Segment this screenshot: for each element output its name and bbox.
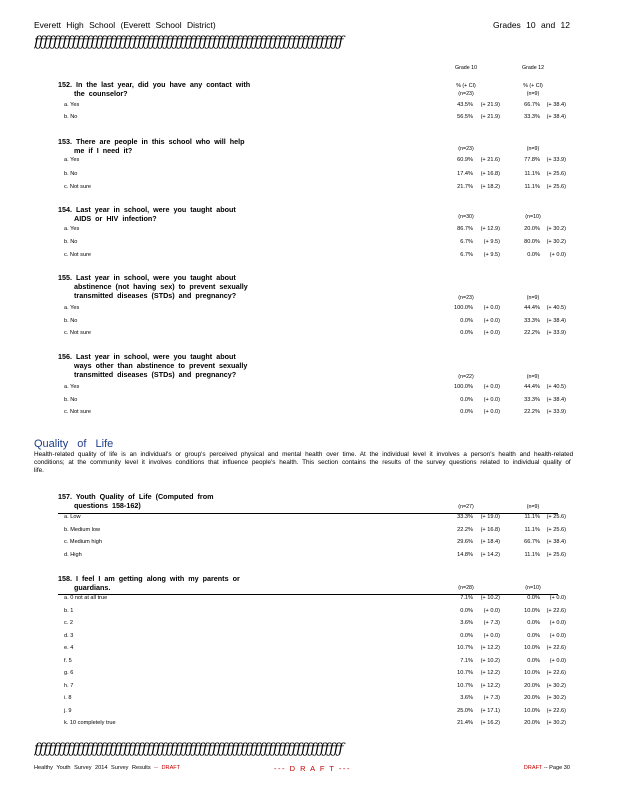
answer-label: a. Yes (64, 305, 80, 311)
answer-row (58, 514, 566, 524)
grade10-percent: 0.0% (460, 607, 473, 614)
grade12-ci: (+ 40.5) (546, 384, 566, 390)
answer-row (58, 670, 566, 680)
pct-ci-header: % (+ CI) (456, 83, 476, 89)
page-footer (34, 765, 570, 775)
grade12-ci: (+ 38.4) (546, 317, 566, 324)
grade10-percent: 17.4% (457, 170, 473, 177)
grade12-ci: (+ 22.6) (546, 670, 566, 676)
grade12-percent: 33.3% (524, 396, 540, 403)
question-line: 152. In the last year, did you have any contact with (58, 80, 251, 89)
grade12-ci: (+ 0.0) (549, 657, 566, 664)
grade10-ci: (+ 18.4) (480, 539, 500, 545)
grade12-ci: (+ 22.6) (546, 707, 566, 714)
answer-row (58, 620, 566, 630)
answer-label: c. Not sure (64, 252, 92, 258)
grade10-percent: 21.7% (457, 184, 473, 190)
answer-label: h. 7 (64, 682, 74, 689)
n-grade12: (n=9) (526, 91, 540, 97)
grade12-ci: (+ 0.0) (549, 252, 566, 258)
grade12-percent: 44.4% (524, 384, 540, 390)
grade12-ci: (+ 30.2) (546, 720, 566, 726)
grade12-ci: (+ 25.6) (546, 526, 566, 533)
answer-row (58, 114, 566, 124)
grade10-ci: (+ 16.8) (480, 526, 500, 533)
grade10-ci: (+ 12.2) (480, 645, 500, 651)
answer-label: c. Not sure (64, 330, 92, 336)
answer-row (58, 239, 566, 249)
decorative-rule-top: ƒƒƒƒƒƒƒƒƒƒƒƒƒƒƒƒƒƒƒƒƒƒƒƒƒƒƒƒƒƒƒƒƒƒƒƒƒƒƒƒƒƒƒƒƒƒƒƒƒƒƒƒƒƒƒƒƒƒƒƒƒƒƒƒƒƒ (34, 34, 343, 50)
grade10-percent: 0.0% (460, 317, 473, 324)
question-line: questions 158-162) (74, 501, 141, 510)
decorative-rule-bottom: ƒƒƒƒƒƒƒƒƒƒƒƒƒƒƒƒƒƒƒƒƒƒƒƒƒƒƒƒƒƒƒƒƒƒƒƒƒƒƒƒƒƒƒƒƒƒƒƒƒƒƒƒƒƒƒƒƒƒƒƒƒƒƒƒƒƒ (34, 741, 343, 757)
answer-row (58, 720, 566, 730)
grade10-percent: 56.5% (457, 114, 473, 120)
grade10-percent: 3.6% (460, 620, 473, 626)
grade12-ci: (+ 38.4) (546, 539, 566, 545)
answer-row (58, 539, 566, 549)
answer-label: c. Medium high (64, 539, 102, 545)
n-grade10: (n=22) (458, 374, 474, 380)
answer-row (58, 396, 566, 407)
question-line: transmitted diseases (STDs) and pregnancy? (74, 370, 237, 379)
answer-label: a. Yes (64, 226, 80, 232)
question-line: 154. Last year in school, were you taught about (58, 205, 236, 214)
grade10-percent: 10.7% (457, 645, 473, 651)
grade10-percent: 100.0% (454, 305, 473, 311)
grade10-percent: 6.7% (460, 252, 473, 258)
grade10-percent: 0.0% (460, 330, 473, 336)
grade10-ci: (+ 7.3) (483, 620, 500, 626)
grade10-ci: (+ 19.0) (480, 514, 500, 520)
n-grade10: (n=23) (458, 295, 474, 301)
question-line: ways other than abstinence to prevent sexually (74, 361, 248, 370)
grade10-percent: 29.6% (457, 539, 473, 545)
grade12-header: Grade 12 (521, 65, 545, 71)
grade10-ci: (+ 12.2) (480, 682, 500, 689)
answer-row (58, 607, 566, 618)
grade12-percent: 0.0% (527, 657, 540, 664)
answer-label: c. Not sure (64, 184, 92, 190)
answer-label: a. Low (64, 514, 81, 520)
question-line: AIDS or HIV infection? (74, 214, 157, 223)
grade10-ci: (+ 0.0) (483, 330, 500, 336)
grade12-percent: 10.0% (524, 707, 540, 714)
answer-label: j. 9 (64, 707, 72, 714)
answer-label: g. 6 (64, 670, 74, 676)
grade10-header: Grade 10 (454, 65, 478, 71)
n-grade10: (n=23) (458, 91, 474, 97)
answer-label: b. No (64, 170, 78, 177)
grade12-percent: 20.0% (524, 695, 540, 701)
grade12-ci: (+ 33.9) (546, 330, 566, 336)
grade10-ci: (+ 9.5) (483, 252, 500, 258)
n-grade12: (n=9) (526, 504, 540, 510)
answer-label: b. No (64, 317, 78, 324)
answer-label: a. Yes (64, 157, 80, 163)
question-line: 157. Youth Quality of Life (Computed from (58, 492, 214, 501)
grade12-ci: (+ 25.6) (546, 514, 566, 520)
grade10-ci: (+ 10.2) (480, 595, 500, 601)
answer-row (58, 526, 566, 537)
grade12-percent: 11.1% (524, 170, 540, 177)
answer-row (58, 645, 566, 655)
question-line: 158. I feel I am getting along with my parents or (58, 574, 240, 583)
grade10-ci: (+ 21.6) (480, 157, 500, 163)
answer-label: c. 2 (64, 620, 74, 626)
question-line: 156. Last year in school, were you taught about (58, 352, 236, 361)
question-line: abstinence (not having sex) to prevent sexually (74, 282, 248, 291)
grade12-percent: 80.0% (524, 239, 540, 245)
answer-row (58, 657, 566, 668)
question-line: me if I need it? (74, 146, 133, 155)
n-grade10: (n=23) (458, 146, 474, 152)
answer-label: a. Yes (64, 102, 80, 108)
grade12-percent: 11.1% (524, 526, 540, 533)
n-grade12: (n=9) (526, 295, 540, 301)
grade12-percent: 11.1% (524, 551, 540, 558)
footer-survey-title: Healthy Youth Survey 2014 Survey Results -- DRAFT (34, 765, 181, 771)
grade10-percent: 14.8% (457, 551, 473, 558)
n-grade12: (n=9) (526, 374, 540, 380)
answer-row (58, 682, 566, 693)
grade10-percent: 10.7% (457, 670, 473, 676)
grade12-percent: 22.2% (524, 330, 540, 336)
grade10-percent: 25.0% (457, 707, 473, 714)
section-description: Health-related quality of life is an individual's or group's perceived physical and mental health over time. At the individual level it involves a person's health and health-related conditions; at the community level it involves conditions that influence people's health. This section contains the results of the survey questions related to individual quality of life. (34, 451, 574, 475)
grade12-ci: (+ 30.2) (546, 682, 566, 689)
grade12-percent: 77.8% (524, 157, 540, 163)
answer-label: i. 8 (64, 695, 72, 701)
grade10-percent: 6.7% (460, 239, 473, 245)
grade10-ci: (+ 0.0) (483, 396, 500, 403)
grade12-percent: 10.0% (524, 645, 540, 651)
grade10-percent: 100.0% (454, 384, 473, 390)
grade12-percent: 11.1% (524, 184, 540, 190)
answer-row (58, 595, 566, 605)
grades-label: Grades 10 and 12 (492, 20, 570, 30)
grade12-percent: 66.7% (524, 539, 540, 545)
answer-row (58, 184, 566, 194)
grade10-percent: 21.4% (457, 720, 473, 726)
grade10-percent: 7.1% (460, 657, 473, 664)
answer-label: a. 0 not at all true (64, 595, 108, 601)
pct-ci-header: % (+ CI) (523, 83, 543, 89)
grade12-percent: 0.0% (527, 595, 540, 601)
grade10-ci: (+ 0.0) (483, 384, 500, 390)
grade12-percent: 10.0% (524, 670, 540, 676)
grade10-percent: 3.6% (460, 695, 473, 701)
grade10-ci: (+ 16.2) (480, 720, 500, 726)
grade10-ci: (+ 9.5) (483, 239, 500, 245)
answer-row (58, 384, 566, 394)
grade10-percent: 33.3% (457, 514, 473, 520)
grade10-percent: 43.5% (457, 102, 473, 108)
n-grade10: (n=28) (458, 585, 474, 591)
answer-row (58, 157, 566, 167)
grade10-ci: (+ 0.0) (483, 317, 500, 324)
grade10-ci: (+ 21.9) (480, 102, 500, 108)
grade12-percent: 0.0% (527, 620, 540, 626)
n-grade10: (n=30) (458, 214, 474, 220)
grade12-ci: (+ 25.6) (546, 184, 566, 190)
page-header (34, 20, 570, 32)
grade12-ci: (+ 33.9) (546, 157, 566, 163)
grade12-ci: (+ 22.6) (546, 607, 566, 614)
grade10-percent: 0.0% (460, 396, 473, 403)
answer-label: e. 4 (64, 645, 74, 651)
answer-row (58, 695, 566, 705)
grade12-percent: 0.0% (527, 632, 540, 639)
grade12-ci: (+ 0.0) (549, 632, 566, 639)
grade10-percent: 60.9% (457, 157, 473, 163)
answer-row (58, 102, 566, 112)
grade12-percent: 66.7% (524, 102, 540, 108)
answer-row (58, 551, 566, 562)
grade10-ci: (+ 0.0) (483, 607, 500, 614)
grade12-percent: 11.1% (524, 514, 540, 520)
question-line: guardians. (74, 583, 111, 592)
grade10-ci: (+ 7.3) (483, 695, 500, 701)
answer-row (58, 632, 566, 643)
question-line: 155. Last year in school, were you taught about (58, 273, 236, 282)
grade10-ci: (+ 14.2) (480, 551, 500, 558)
grade10-ci: (+ 16.8) (480, 170, 500, 177)
question-text (58, 137, 245, 155)
grade10-ci: (+ 21.9) (480, 114, 500, 120)
grade12-ci: (+ 25.6) (546, 170, 566, 177)
answer-row (58, 330, 566, 340)
grade12-percent: 20.0% (524, 682, 540, 689)
grade10-ci: (+ 0.0) (483, 632, 500, 639)
grade10-ci: (+ 17.1) (480, 707, 500, 714)
grade12-percent: 44.4% (524, 305, 540, 311)
answer-row (58, 170, 566, 181)
grade10-percent: 86.7% (457, 226, 473, 232)
grade10-percent: 0.0% (460, 409, 473, 415)
grade12-ci: (+ 40.5) (546, 305, 566, 311)
grade12-ci: (+ 0.0) (549, 595, 566, 601)
grade12-percent: 33.3% (524, 317, 540, 324)
grade10-percent: 22.2% (457, 526, 473, 533)
grade12-ci: (+ 30.2) (546, 226, 566, 232)
n-grade12: (n=10) (525, 585, 541, 591)
answer-label: f. 5 (64, 657, 72, 664)
answer-label: a. Yes (64, 384, 80, 390)
grade10-percent: 10.7% (457, 682, 473, 689)
answer-label: b. Medium low (64, 526, 101, 533)
grade12-percent: 33.3% (524, 114, 540, 120)
grade12-ci: (+ 38.4) (546, 396, 566, 403)
question-text (58, 80, 250, 98)
grade10-percent: 0.0% (460, 632, 473, 639)
grade12-percent: 20.0% (524, 720, 540, 726)
grade10-ci: (+ 18.2) (480, 184, 500, 190)
question-text (58, 273, 248, 300)
answer-label: b. No (64, 114, 78, 120)
grade12-ci: (+ 30.2) (546, 695, 566, 701)
answer-row (58, 252, 566, 262)
question-text (58, 574, 240, 592)
answer-row (58, 409, 566, 419)
n-grade12: (n=9) (526, 146, 540, 152)
grade12-ci: (+ 38.4) (546, 114, 566, 120)
grade10-percent: 7.1% (460, 595, 473, 601)
section-title: Quality of Life (34, 438, 114, 450)
question-line: the counselor? (74, 89, 128, 98)
grade10-ci: (+ 0.0) (483, 305, 500, 311)
grade12-ci: (+ 25.6) (546, 551, 566, 558)
answer-row (58, 317, 566, 328)
grade10-ci: (+ 12.9) (480, 226, 500, 232)
answer-label: b. No (64, 239, 78, 245)
school-name: Everett High School (Everett School District) (34, 20, 216, 30)
answer-row (58, 707, 566, 718)
grade10-ci: (+ 0.0) (483, 409, 500, 415)
answer-label: b. No (64, 396, 78, 403)
grade12-ci: (+ 22.6) (546, 645, 566, 651)
grade12-ci: (+ 38.4) (546, 102, 566, 108)
grade12-percent: 22.2% (524, 409, 540, 415)
n-grade12: (n=10) (525, 214, 541, 220)
question-line: transmitted diseases (STDs) and pregnancy? (74, 291, 237, 300)
grade12-percent: 0.0% (527, 252, 540, 258)
answer-label: b. 1 (64, 607, 74, 614)
grade10-ci: (+ 12.2) (480, 670, 500, 676)
grade12-ci: (+ 30.2) (546, 239, 566, 245)
footer-page: DRAFT -- Page 30 (523, 765, 570, 771)
question-text (58, 205, 236, 223)
grade12-percent: 20.0% (524, 226, 540, 232)
answer-label: d. High (64, 551, 82, 558)
question-text (58, 352, 247, 379)
grade12-percent: 10.0% (524, 607, 540, 614)
footer-draft-banner: --- D R A F T --- (274, 764, 351, 773)
answer-label: d. 3 (64, 632, 74, 639)
answer-label: k. 10 completely true (64, 720, 116, 726)
question-line: 153. There are people in this school who will help (58, 137, 245, 146)
answer-label: c. Not sure (64, 409, 92, 415)
answer-row (58, 305, 566, 315)
grade12-ci: (+ 0.0) (549, 620, 566, 626)
question-text (58, 492, 214, 510)
grade10-ci: (+ 10.2) (480, 657, 500, 664)
answer-row (58, 226, 566, 236)
n-grade10: (n=27) (458, 504, 474, 510)
grade12-ci: (+ 33.9) (546, 409, 566, 415)
